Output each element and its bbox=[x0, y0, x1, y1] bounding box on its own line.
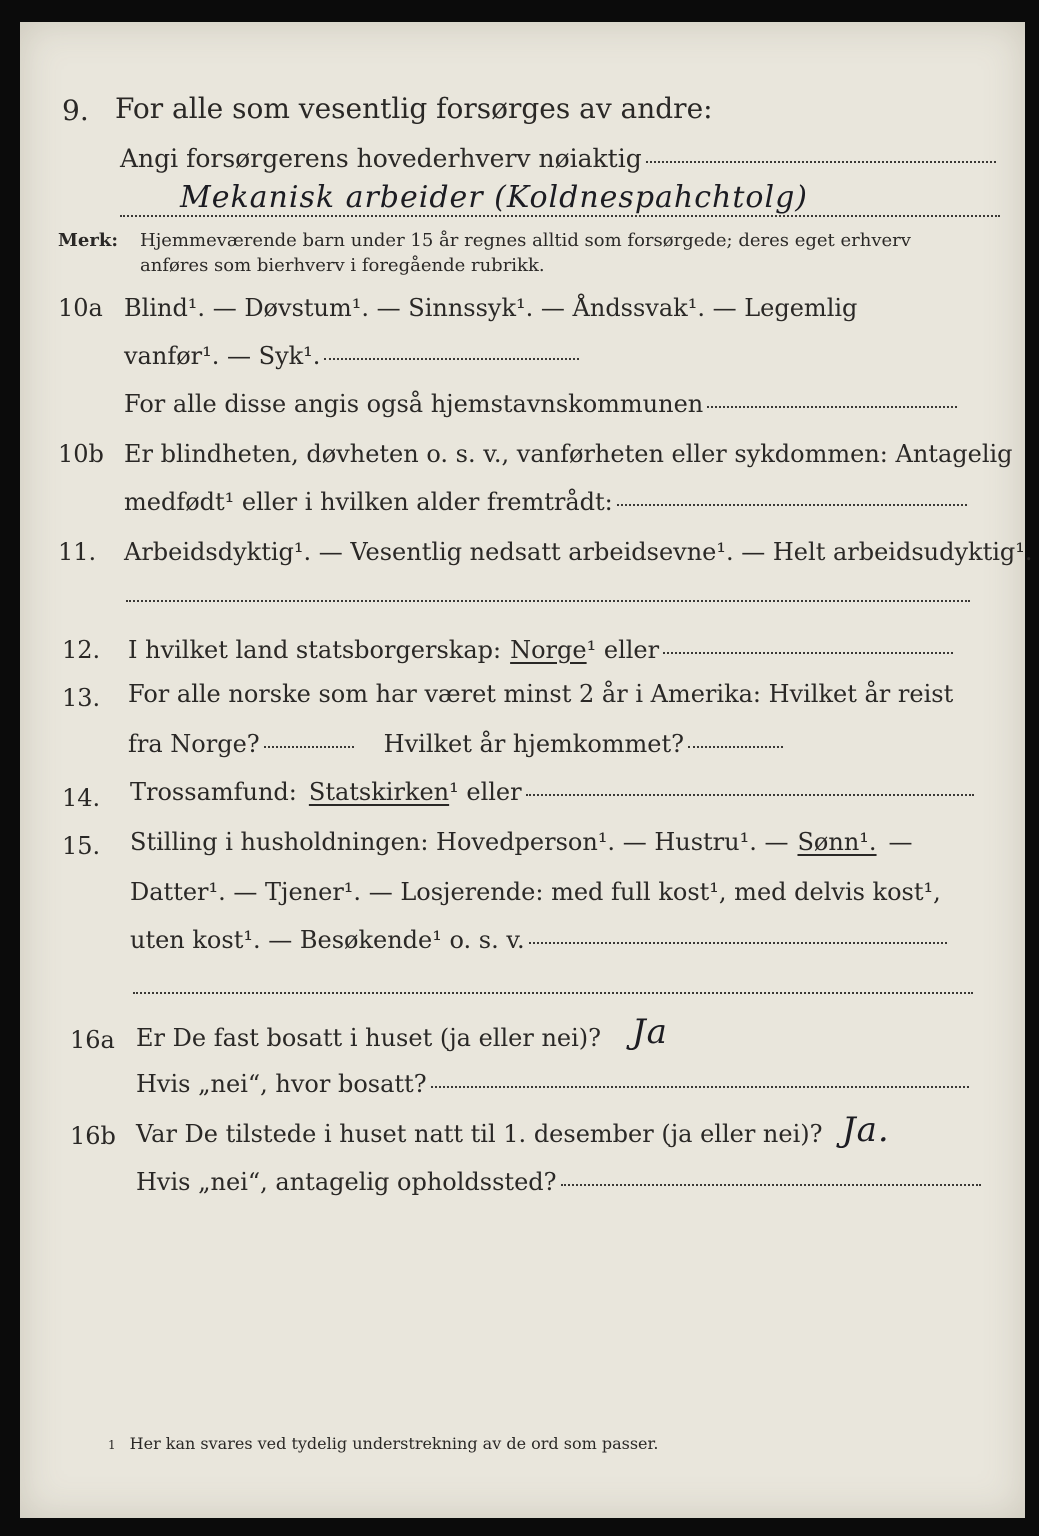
q12-or: ¹ eller bbox=[586, 636, 660, 664]
q15-underlined-sonn: Sønn¹. bbox=[797, 828, 877, 856]
q10a-line-2: vanfør¹. — Syk¹. bbox=[124, 342, 321, 370]
q11-fill-line bbox=[126, 600, 970, 602]
q16b-handwritten-answer: Ja. bbox=[842, 1110, 890, 1150]
q15-fill-line-2 bbox=[133, 992, 973, 994]
merk-label: Merk: bbox=[58, 230, 118, 251]
q13-number: 13. bbox=[62, 684, 101, 712]
q16b-number: 16b bbox=[70, 1122, 116, 1150]
q14-text: Trossamfund: bbox=[130, 778, 297, 806]
q9-answer-line bbox=[120, 215, 1000, 217]
merk-line-2: anføres som bierhverv i foregående rubrikk. bbox=[140, 255, 545, 276]
q15-number: 15. bbox=[62, 832, 101, 860]
q15-fill-line-1 bbox=[529, 942, 947, 944]
q15-line-1b: — bbox=[888, 828, 913, 856]
q10a-line-3: For alle disse angis også hjemstavnskommunen bbox=[124, 390, 704, 418]
q9-subheading: Angi forsørgerens hovederhverv nøiaktig bbox=[120, 144, 642, 173]
q9-sub-fill-line bbox=[646, 161, 996, 163]
q14-number: 14. bbox=[62, 784, 101, 812]
q16a-number: 16a bbox=[70, 1026, 115, 1054]
census-form-page bbox=[20, 22, 1033, 1518]
q12-number: 12. bbox=[62, 636, 101, 664]
q10b-fill-line bbox=[617, 504, 967, 506]
q12-underlined-norge: Norge bbox=[510, 636, 587, 664]
footnote-mark: 1 bbox=[108, 1438, 116, 1452]
q10a-fill-line-2 bbox=[707, 406, 957, 408]
footnote-text: Her kan svares ved tydelig understrekning av de ord som passer. bbox=[129, 1434, 659, 1453]
q10b-line-1: Er blindheten, døvheten o. s. v., vanførheten eller sykdommen: Antagelig bbox=[124, 440, 1013, 468]
q16b-line-1: Var De tilstede i huset natt til 1. desember (ja eller nei)? bbox=[136, 1120, 823, 1148]
q12-text: I hvilket land statsborgerskap: bbox=[128, 636, 502, 664]
q15-line-1a: Stilling i husholdningen: Hovedperson¹. — Hustru¹. — bbox=[130, 828, 789, 856]
q13-line-2a: fra Norge? bbox=[128, 730, 260, 758]
q13-fill-line-2 bbox=[688, 746, 783, 748]
q13-line-2b: Hvilket år hjemkommet? bbox=[383, 730, 685, 758]
q11-line-1: Arbeidsdyktig¹. — Vesentlig nedsatt arbeidsevne¹. — Helt arbeidsudyktig¹. bbox=[124, 538, 1033, 566]
q13-line-1: For alle norske som har været minst 2 år i Amerika: Hvilket år reist bbox=[128, 680, 954, 708]
q14-underlined-statskirken: Statskirken bbox=[308, 778, 450, 806]
q9-heading: For alle som vesentlig forsørges av andre: bbox=[115, 92, 713, 125]
q16b-fill-line bbox=[561, 1184, 981, 1186]
q12-fill-line bbox=[663, 652, 953, 654]
q15-line-2: Datter¹. — Tjener¹. — Losjerende: med full kost¹, med delvis kost¹, bbox=[130, 878, 941, 906]
q16a-line-2: Hvis „nei“, hvor bosatt? bbox=[136, 1070, 427, 1098]
q16a-line-1: Er De fast bosatt i huset (ja eller nei)? bbox=[136, 1024, 602, 1052]
q16a-handwritten-answer: Ja bbox=[632, 1012, 668, 1052]
q10b-number: 10b bbox=[58, 440, 104, 468]
q14-fill-line bbox=[526, 794, 974, 796]
q10a-fill-line-1 bbox=[324, 358, 579, 360]
q11-number: 11. bbox=[58, 538, 97, 566]
merk-line-1: Hjemmeværende barn under 15 år regnes alltid som forsørgede; deres eget erhverv bbox=[140, 230, 911, 251]
q9-handwritten-answer: Mekanisk arbeider (Koldnespahchtolg) bbox=[180, 180, 808, 215]
q14-or: ¹ eller bbox=[449, 778, 522, 806]
q10b-line-2: medfødt¹ eller i hvilken alder fremtrådt: bbox=[124, 488, 613, 516]
q16b-line-2: Hvis „nei“, antagelig opholdssted? bbox=[136, 1168, 557, 1196]
q10a-line-1: Blind¹. — Døvstum¹. — Sinnssyk¹. — Åndssvak¹. — Legemlig bbox=[124, 294, 858, 322]
q10a-number: 10a bbox=[58, 294, 103, 322]
q13-fill-line-1 bbox=[264, 746, 354, 748]
q15-line-3: uten kost¹. — Besøkende¹ o. s. v. bbox=[130, 926, 525, 954]
q16a-fill-line bbox=[431, 1086, 969, 1088]
q9-number: 9. bbox=[62, 94, 89, 127]
